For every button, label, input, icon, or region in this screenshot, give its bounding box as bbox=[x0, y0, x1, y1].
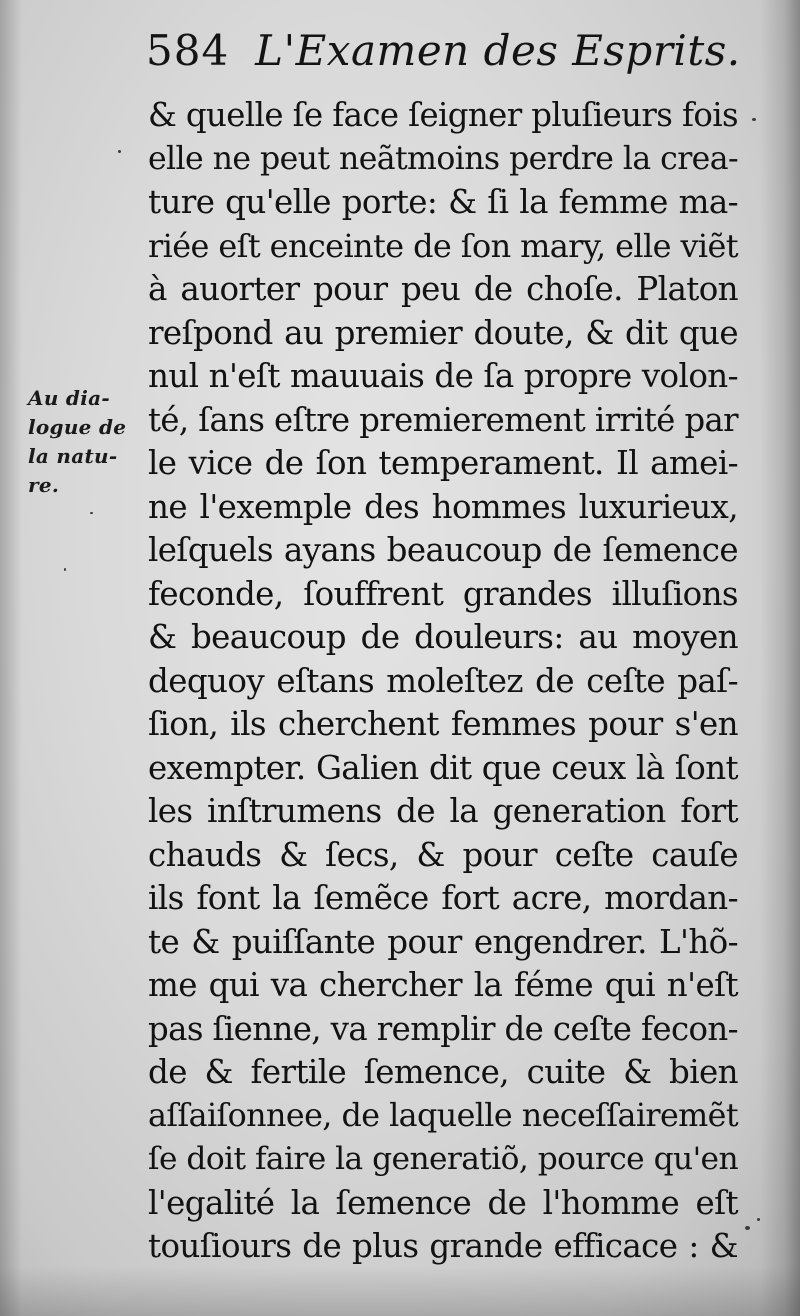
page-bottom-shadow bbox=[0, 1266, 800, 1316]
text-line: leſquels ayans beaucoup de ſemence bbox=[148, 531, 738, 569]
text-line: chauds & ſecs, & pour ceſte cauſe bbox=[148, 835, 738, 874]
text-line: ils font la ſemẽce fort acre, mordan- bbox=[148, 879, 738, 917]
text-line: ture qu'elle porte: & ſi la femme ma- bbox=[148, 183, 738, 221]
text-line: de & fertile ſemence, cuite & bien bbox=[148, 1053, 738, 1091]
text-line: à auorter pour peu de choſe. Platon bbox=[148, 270, 738, 308]
text-line: elle ne peut neãtmoins perdre la crea- bbox=[148, 140, 738, 177]
text-line: pas ſienne, va remplir de ceſte fecon- bbox=[148, 1009, 738, 1048]
marginal-note-line: re. bbox=[28, 473, 60, 497]
text-line: ſe doit faire la generatiõ, pource qu'en bbox=[148, 1141, 738, 1177]
paper-speck bbox=[757, 1218, 760, 1221]
running-title: L'Examen des Esprits. bbox=[255, 26, 741, 75]
page-number: 584 bbox=[146, 26, 230, 75]
text-line: dequoy eſtans moleſtez de ceſte paſ- bbox=[148, 661, 738, 700]
paper-speck bbox=[118, 150, 121, 153]
text-line: les inſtrumens de la generation fort bbox=[148, 792, 738, 830]
marginal-note-line: la natu- bbox=[28, 444, 118, 468]
text-line: touſiours de plus grande efficace : & bbox=[148, 1227, 738, 1265]
marginal-note bbox=[28, 384, 136, 500]
text-line: le vice de ſon temperament. Il amei- bbox=[148, 444, 738, 482]
text-line: aſſaiſonnee, de laquelle neceſſairemẽt bbox=[148, 1097, 738, 1134]
text-line: & beaucoup de douleurs: au moyen bbox=[148, 618, 738, 656]
body-text bbox=[148, 94, 738, 1269]
text-line: ne l'exemple des hommes luxurieux, bbox=[148, 487, 738, 526]
page-gutter-shadow bbox=[0, 0, 22, 1316]
text-line: & quelle ſe face ſeigner pluſieurs fois bbox=[148, 96, 739, 134]
page-edge-shadow bbox=[760, 0, 800, 1316]
paper-speck bbox=[745, 1226, 750, 1230]
marginal-note-line: Au dia- bbox=[28, 386, 110, 410]
text-line: té, ſans eſtre premierement irrité par bbox=[148, 400, 738, 439]
paper-speck bbox=[64, 568, 66, 571]
text-line: me qui va chercher la féme qui n'eſt bbox=[148, 966, 738, 1004]
text-line: riée eſt enceinte de ſon mary, elle viẽt bbox=[148, 226, 738, 265]
page-header bbox=[146, 26, 741, 75]
paper-speck bbox=[752, 118, 756, 121]
text-line: exempter. Galien dit que ceux là ſont bbox=[148, 748, 738, 787]
text-line: reſpond au premier doute, & dit que bbox=[148, 313, 738, 352]
text-line: te & puiſſante pour engendrer. L'hõ- bbox=[148, 922, 738, 961]
marginal-note-line: logue de bbox=[28, 415, 127, 439]
paper-speck bbox=[90, 512, 93, 514]
text-line: l'egalité la ſemence de l'homme eſt bbox=[148, 1183, 738, 1222]
text-line: feconde, ſouffrent grandes illuſions bbox=[148, 574, 738, 613]
text-line: nul n'eſt mauuais de ſa propre volon- bbox=[148, 357, 738, 395]
text-line: ſion, ils cherchent femmes pour s'en bbox=[148, 705, 738, 743]
